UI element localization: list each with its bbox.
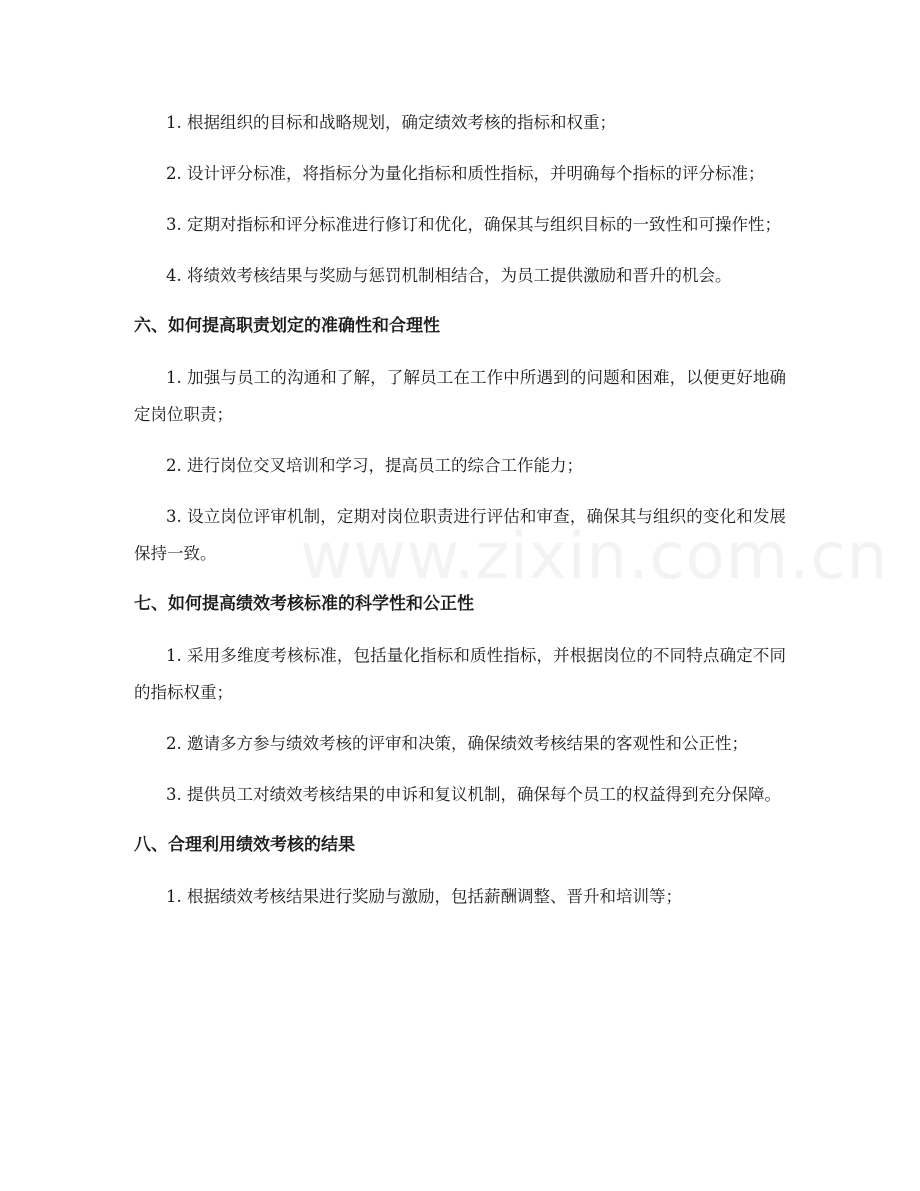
list-item: 2. 邀请多方参与绩效考核的评审和决策，确保绩效考核结果的客观性和公正性； [166,734,748,753]
list-item: 3. 定期对指标和评分标准进行修订和优化，确保其与组织目标的一致性和可操作性； [166,215,781,234]
document-body [134,104,889,929]
list-item: 3. 设立岗位评审机制，定期对岗位职责进行评估和审查，确保其与组织的变化和发展保持一致。 [134,507,786,563]
list-item: 1. 加强与员工的沟通和了解，了解员工在工作中所遇到的问题和困难，以便更好地确定岗位职责； [134,368,786,424]
list-item: 1. 采用多维度考核标准，包括量化指标和质性指标，并根据岗位的不同特点确定不同的指标权重； [134,646,786,702]
watermark: www.zixin.com.cn [300,520,889,594]
list-item: 2. 进行岗位交叉培训和学习，提高员工的综合工作能力； [166,456,583,475]
list-item: 2. 设计评分标准，将指标分为量化指标和质性指标，并明确每个指标的评分标准； [166,164,765,183]
list-item: 4. 将绩效考核结果与奖励与惩罚机制相结合，为员工提供激励和晋升的机会。 [166,266,732,285]
section-heading-7: 七、如何提高绩效考核标准的科学性和公正性 [134,594,474,614]
list-item: 1. 根据绩效考核结果进行奖励与激励，包括薪酬调整、晋升和培训等； [166,887,682,906]
section-heading-6: 六、如何提高职责划定的准确性和合理性 [134,316,440,336]
section-heading-8: 八、合理利用绩效考核的结果 [134,835,355,855]
list-item: 3. 提供员工对绩效考核结果的申诉和复议机制，确保每个员工的权益得到充分保障。 [166,785,781,804]
list-item: 1. 根据组织的目标和战略规划，确定绩效考核的指标和权重； [166,113,616,132]
